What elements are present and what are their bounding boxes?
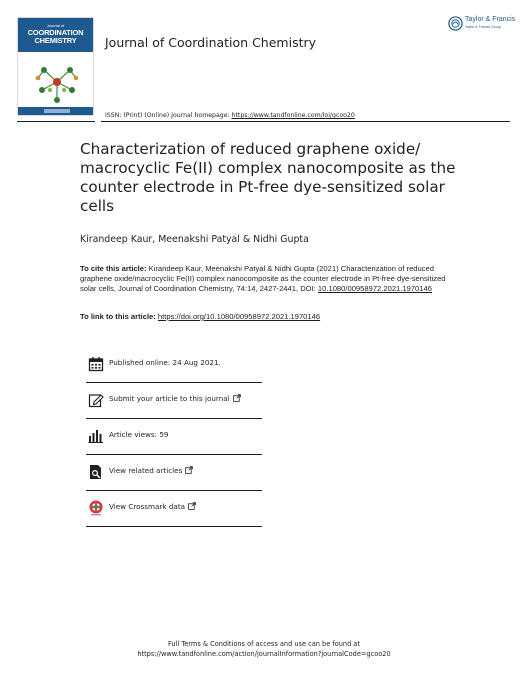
footer-terms-text: Full Terms & Conditions of access and use can be found at <box>167 640 361 648</box>
cover-title-band <box>18 18 93 52</box>
related-articles-icon <box>88 464 104 480</box>
cover-title-line1: COORDINATION <box>27 28 84 37</box>
submit-article-row[interactable] <box>86 382 262 418</box>
cover-molecule-image <box>32 60 82 104</box>
published-online-row <box>86 346 262 382</box>
header-rule-right <box>101 121 510 122</box>
bar-chart-icon <box>88 428 104 444</box>
related-articles-link[interactable]: View related articles <box>109 466 193 475</box>
info-divider <box>86 526 262 527</box>
article-doi-link[interactable]: https://doi.org/10.1080/00958972.2021.1970146 <box>157 312 321 321</box>
submit-article-link[interactable]: Submit your article to this journal <box>109 394 241 403</box>
citation-text: Kirandeep Kaur, Meenakshi Patyal & Nidhi Gupta (2021) Characterization of reduced graphene oxide/macrocyclic Fe(II) complex nanocomposite as the counter electrode in Pt-free dye-sensitized solar cells, Journal of Coordination Chemistry, 74:14, 2427-2441, DOI: <box>80 264 446 293</box>
publisher-logo[interactable] <box>448 15 516 33</box>
article-link-label: To link to this article: <box>80 312 158 321</box>
external-link-icon <box>188 502 196 510</box>
article-views-label: Article views: 59 <box>109 430 169 439</box>
crossmark-row[interactable] <box>86 490 262 526</box>
calendar-icon <box>88 356 104 372</box>
article-views-row <box>86 418 262 454</box>
citation-label: To cite this article: <box>80 264 147 273</box>
journal-title[interactable]: Journal of Coordination Chemistry <box>105 35 317 50</box>
publisher-name: Taylor & Francis <box>465 16 516 23</box>
article-link-line <box>80 312 320 321</box>
external-link-icon <box>185 466 193 474</box>
cover-footer-band <box>18 107 93 115</box>
crossmark-icon <box>88 500 104 516</box>
published-online-label: Published online: 24 Aug 2021. <box>109 358 221 367</box>
publisher-subtitle: Taylor & Francis Group <box>465 25 501 29</box>
article-title: Characterization of reduced graphene oxide/ macrocyclic Fe(II) complex nanocomposite as the counter electrode in Pt-free dye-sensitized solar cells <box>80 140 456 215</box>
related-articles-row[interactable] <box>86 454 262 490</box>
article-authors: Kirandeep Kaur, Meenakshi Patyal & Nidhi Gupta <box>80 234 309 245</box>
cover-title-line2: CHEMISTRY <box>34 35 77 45</box>
submit-pencil-icon <box>88 392 104 408</box>
citation-doi-link[interactable]: 10.1080/00958972.2021.1970146 <box>317 284 432 293</box>
header-rule-left <box>17 121 95 122</box>
cover-title-small: Journal of <box>46 23 65 28</box>
footer-terms-link[interactable]: https://www.tandfonline.com/action/journalInformation?journalCode=gcoo20 <box>137 650 391 658</box>
journal-homepage-link[interactable]: https://www.tandfonline.com/loi/gcoo20 <box>231 112 355 119</box>
issn-label: ISSN: (Print) (Online) Journal homepage: <box>105 112 232 119</box>
citation-block <box>80 264 450 294</box>
journal-cover <box>17 17 94 116</box>
taylor-francis-logo-icon <box>448 16 463 31</box>
crossmark-link[interactable]: View Crossmark data <box>109 502 196 511</box>
external-link-icon <box>233 394 241 402</box>
issn-line <box>105 112 355 119</box>
